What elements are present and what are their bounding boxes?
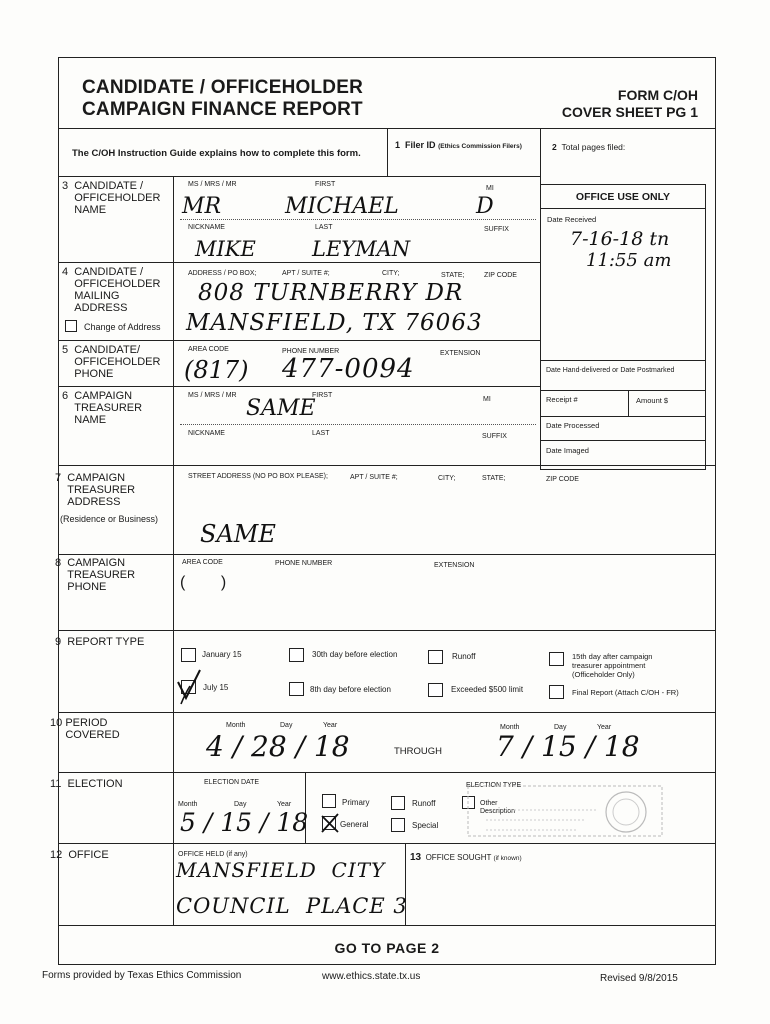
s7-label: 7 CAMPAIGN TREASURER ADDRESS — [55, 472, 136, 508]
s3-mi-value: D — [476, 194, 494, 219]
30day-label: 30th day before election — [312, 650, 398, 659]
s9-label: 9 REPORT TYPE — [55, 636, 145, 648]
office-use-rule-1 — [540, 360, 706, 361]
15day-label: 15th day after campaign treasurer appointment (Officeholder Only) — [572, 652, 653, 679]
s3-nickname-value: MIKE — [195, 237, 256, 261]
office-use-rule-4 — [540, 440, 706, 441]
s5-phone-label: PHONE NUMBER — [282, 348, 340, 355]
s3-nickname-label: NICKNAME — [188, 224, 225, 231]
s6-first-label: FIRST — [312, 392, 333, 399]
s11-year-label: Year — [277, 801, 292, 808]
s4-city-label: CITY; — [382, 270, 400, 277]
time-received-value: 11:55 am — [586, 250, 672, 271]
rule-s12 — [58, 843, 716, 844]
s3-suffix-label: SUFFIX — [484, 226, 509, 233]
faded-stamp-graphic — [466, 780, 666, 840]
office-use-rule-2 — [540, 390, 706, 391]
footer-center: www.ethics.state.tx.us — [322, 971, 421, 982]
15day-checkbox[interactable] — [549, 652, 564, 666]
s11-date-label: ELECTION DATE — [204, 779, 260, 786]
s11-label: 11 ELECTION — [50, 778, 123, 790]
jan15-checkbox[interactable] — [181, 648, 196, 662]
s5-label: 5 CANDIDATE/ OFFICEHOLDER PHONE — [62, 344, 161, 380]
general-label: General — [340, 820, 369, 829]
instruction-text: The C/OH Instruction Guide explains how to complete this form. — [72, 148, 361, 159]
exceeded-500-checkbox[interactable] — [428, 683, 443, 697]
runoff-report-label: Runoff — [452, 652, 476, 661]
s4-line1-value: 808 TURNBERRY DR — [198, 280, 464, 306]
s10-from-year-label: Year — [323, 722, 338, 729]
s7-value: SAME — [200, 520, 276, 548]
rule-s6 — [58, 386, 540, 387]
s10-label: 10 PERIOD COVERED — [50, 717, 120, 741]
primary-label: Primary — [342, 798, 370, 807]
s3-label: 3 CANDIDATE / OFFICEHOLDER NAME — [62, 180, 161, 216]
change-of-address-label: Change of Address — [84, 322, 161, 332]
s8-phone-label: PHONE NUMBER — [275, 560, 333, 567]
s4-address-label: ADDRESS / PO BOX; — [188, 270, 257, 277]
date-imaged-label: Date Imaged — [546, 446, 589, 455]
filer-id-left-rule — [387, 128, 388, 176]
date-processed-label: Date Processed — [546, 421, 600, 430]
form-id-line2: COVER SHEET PG 1 — [561, 104, 698, 120]
runoff-election-checkbox[interactable] — [391, 796, 405, 810]
primary-checkbox[interactable] — [322, 794, 336, 808]
s7-city-label: CITY; — [438, 475, 456, 482]
general-check-mark — [318, 810, 342, 834]
s3-last-value: LEYMAN — [312, 237, 411, 261]
s7-sublabel: (Residence or Business) — [60, 514, 159, 524]
special-label: Special — [412, 821, 439, 830]
rule-s4 — [58, 262, 540, 263]
s5-phone-value: 477-0094 — [282, 354, 415, 384]
total-pages-label: 2 Total pages filed: — [552, 142, 626, 152]
s11-type-label: ELECTION TYPE — [466, 782, 522, 789]
receipt-label: Receipt # — [546, 395, 578, 404]
s10-from-month-label: Month — [226, 722, 246, 729]
s3-title-value: MR — [182, 194, 222, 219]
s5-area-value: (817) — [184, 356, 249, 384]
s11-month-label: Month — [178, 801, 198, 808]
s5-extension-label: EXTENSION — [440, 350, 481, 357]
footer-left: Forms provided by Texas Ethics Commission — [42, 970, 242, 981]
jul15-check-mark — [172, 668, 206, 708]
s10-from-value: 4 / 28 / 18 — [206, 730, 350, 763]
rule-goto — [58, 925, 716, 926]
s12-held-line2: COUNCIL PLACE 3 — [176, 894, 408, 918]
30day-checkbox[interactable] — [289, 648, 304, 662]
s11-date-value: 5 / 15 / 18 — [180, 808, 309, 837]
runoff-election-label: Runoff — [412, 799, 436, 808]
s6-label: 6 CAMPAIGN TREASURER NAME — [62, 390, 143, 426]
label-column-rule — [173, 176, 174, 925]
s7-state-label: STATE; — [482, 475, 506, 482]
s7-zip-label: ZIP CODE — [546, 476, 579, 483]
s12-held-label: OFFICE HELD (if any) — [178, 851, 248, 858]
s12-label: 12 OFFICE — [50, 849, 109, 861]
rule-s9 — [58, 630, 716, 631]
receipt-split-rule — [628, 390, 629, 416]
s6-last-label: LAST — [312, 430, 330, 437]
other-label: Other Description — [480, 800, 516, 815]
s8-area-paren: ( ) — [180, 574, 227, 591]
form-id-line1: FORM C/OH — [617, 87, 698, 103]
s10-from-day-label: Day — [280, 722, 293, 729]
exceeded-500-label: Exceeded $500 limit — [451, 685, 524, 694]
s3-first-value: MICHAEL — [285, 194, 399, 219]
special-checkbox[interactable] — [391, 818, 405, 832]
s6-dotted-line — [180, 424, 536, 425]
date-received-value: 7-16-18 tn — [570, 228, 670, 250]
s6-nickname-label: NICKNAME — [188, 430, 225, 437]
rule-s5 — [58, 340, 540, 341]
change-of-address-checkbox[interactable] — [65, 320, 77, 332]
final-report-label: Final Report (Attach C/OH - FR) — [572, 688, 679, 697]
form-title-line2: CAMPAIGN FINANCE REPORT — [82, 99, 363, 120]
rule-s10 — [58, 712, 716, 713]
s6-ms-label: MS / MRS / MR — [188, 392, 237, 399]
office-use-rule-3 — [540, 416, 706, 417]
s13-label: 13 OFFICE SOUGHT (if known) — [410, 852, 522, 863]
date-received-label: Date Received — [547, 215, 597, 224]
s6-value: SAME — [246, 396, 316, 421]
s3-dotted-line-1 — [180, 219, 536, 220]
runoff-report-checkbox[interactable] — [428, 650, 443, 664]
s8-area-label: AREA CODE — [182, 559, 223, 566]
8day-label: 8th day before election — [310, 685, 391, 694]
s3-mi-label: MI — [486, 185, 494, 192]
s4-line2-value: MANSFIELD, TX 76063 — [186, 310, 483, 336]
rule-s3 — [58, 176, 540, 177]
final-report-checkbox[interactable] — [549, 685, 564, 699]
jul15-label: July 15 — [203, 683, 229, 692]
office-use-title: OFFICE USE ONLY — [575, 191, 671, 203]
s6-mi-label: MI — [483, 396, 491, 403]
8day-checkbox[interactable] — [289, 682, 304, 696]
s10-to-value: 7 / 15 / 18 — [496, 730, 640, 763]
go-to-page-2: GO TO PAGE 2 — [334, 940, 440, 956]
form-title-line1: CANDIDATE / OFFICEHOLDER — [82, 77, 363, 98]
rule-s11 — [58, 772, 716, 773]
amount-label: Amount $ — [636, 396, 669, 405]
office-use-title-rule — [540, 208, 706, 209]
s6-suffix-label: SUFFIX — [482, 433, 507, 440]
s5-area-label: AREA CODE — [188, 346, 229, 353]
s4-label: 4 CANDIDATE / OFFICEHOLDER MAILING ADDRESS — [62, 266, 161, 314]
jan15-label: January 15 — [202, 650, 242, 659]
filer-id-label: 1 Filer ID (Ethics Commission Filers) — [395, 140, 522, 150]
s10-to-day-label: Day — [554, 724, 567, 731]
date-hand-delivered-label: Date Hand-delivered or Date Postmarked — [546, 367, 675, 374]
s11-day-label: Day — [234, 801, 247, 808]
s4-state-label: STATE; — [441, 272, 465, 279]
s12-held-line1: MANSFIELD CITY — [176, 858, 386, 882]
s4-zip-label: ZIP CODE — [484, 272, 517, 279]
s7-apt-label: APT / SUITE #; — [350, 474, 398, 481]
s3-first-label: FIRST — [315, 181, 336, 188]
s10-to-month-label: Month — [500, 724, 520, 731]
s8-extension-label: EXTENSION — [434, 562, 475, 569]
s10-through-label: THROUGH — [394, 746, 443, 757]
s10-to-year-label: Year — [597, 724, 612, 731]
footer-right: Revised 9/8/2015 — [600, 973, 678, 984]
s7-street-label: STREET ADDRESS (NO PO BOX PLEASE); — [188, 473, 328, 480]
s3-last-label: LAST — [315, 224, 333, 231]
rule-s8 — [58, 554, 716, 555]
total-pages-left-rule — [540, 128, 541, 184]
s8-label: 8 CAMPAIGN TREASURER PHONE — [55, 557, 136, 593]
s3-ms-label: MS / MRS / MR — [188, 181, 237, 188]
s4-apt-label: APT / SUITE #; — [282, 270, 330, 277]
